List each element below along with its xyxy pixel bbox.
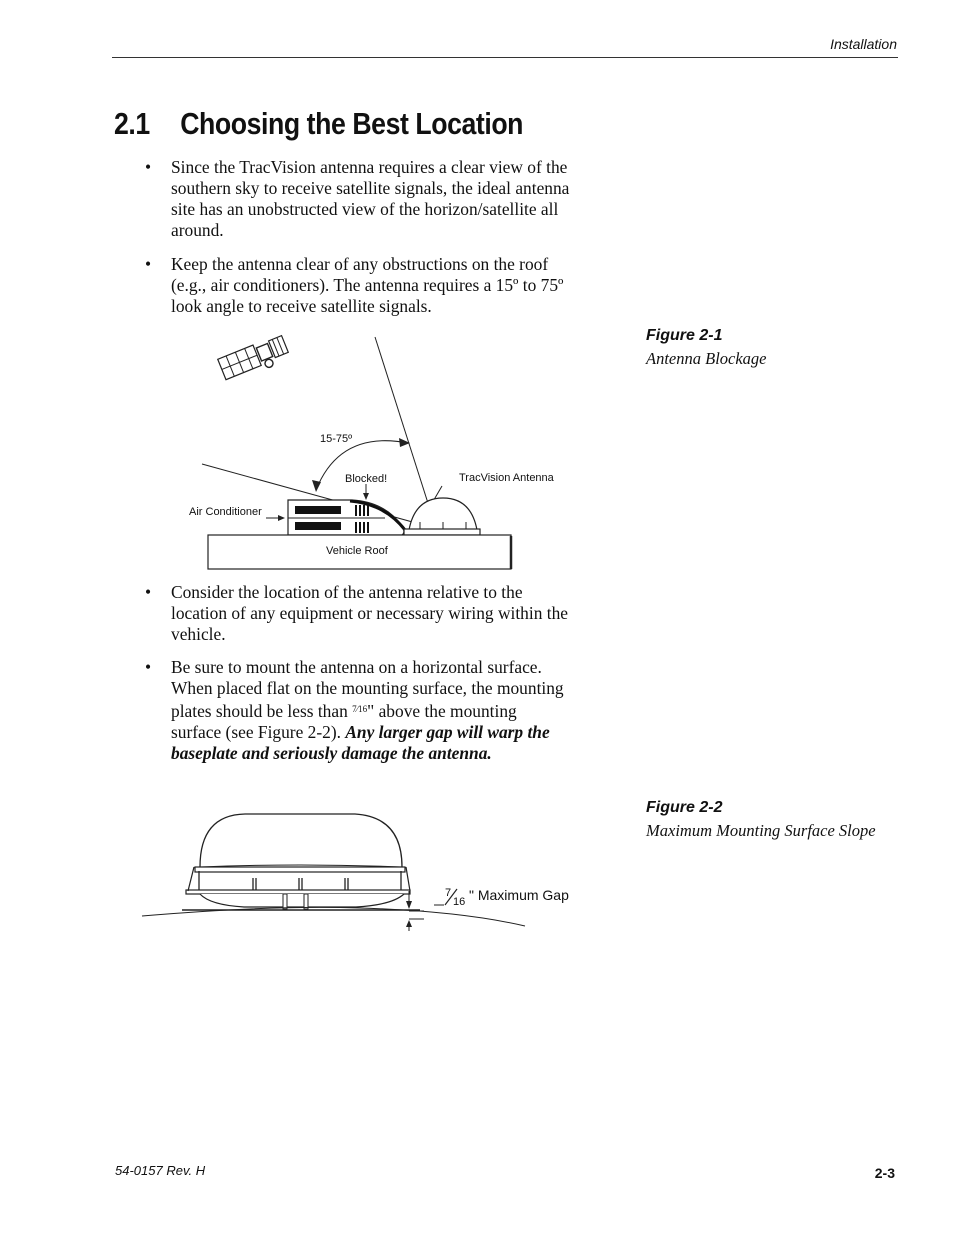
angle-label: 15-75º xyxy=(320,433,353,445)
bullet-item xyxy=(145,157,575,241)
air-conditioner-unit xyxy=(288,500,405,535)
warning-emphasis: Any larger gap will warp the baseplate and seriously damage the antenna. xyxy=(171,722,550,763)
header-rule xyxy=(112,57,898,58)
section-title-text: Choosing the Best Location xyxy=(180,106,524,141)
gap-fraction: 7⁄16 xyxy=(352,704,368,714)
bullet-text-start: Be sure to mount the antenna on a horizontal surface. When placed flat on the mounting surface, the mounting plates should be less than xyxy=(171,657,564,721)
bullet-text: Since the TracVision antenna requires a clear view of the southern sky to receive satellite signals, the ideal antenna site has an unobstructed view of the horizon/satellite all around. xyxy=(171,157,570,240)
bullet-dot: • xyxy=(145,582,152,602)
bullet-item xyxy=(145,254,575,317)
bullet-item xyxy=(145,582,575,645)
bullet-text xyxy=(171,657,571,764)
bullet-text-end: " above the mounting surface (see Figure 2-2). xyxy=(171,701,517,742)
mounting-slope-diagram xyxy=(140,805,580,935)
section-number: 2.1 xyxy=(114,106,150,141)
antenna-dome-side-view xyxy=(182,814,420,910)
bullet-item xyxy=(145,657,575,783)
figure-number: Figure 2-2 xyxy=(646,799,723,816)
header-section-label: Installation xyxy=(830,36,897,52)
gap-label: " Maximum Gap xyxy=(469,887,569,903)
bullet-dot: • xyxy=(145,157,152,177)
antenna-blockage-diagram xyxy=(180,330,580,575)
tracvision-antenna-dome xyxy=(404,498,480,535)
arrow-head xyxy=(399,438,410,447)
clear-signal-line xyxy=(375,337,434,522)
arrow-head xyxy=(312,480,321,492)
antenna-label: TracVision Antenna xyxy=(459,472,554,484)
page-header xyxy=(0,0,954,60)
satellite-icon xyxy=(218,334,291,385)
bullet-dot: • xyxy=(145,254,152,274)
bullet-dot: • xyxy=(145,657,152,677)
figure-number: Figure 2-1 xyxy=(646,327,723,344)
document-number: 54-0157 Rev. H xyxy=(115,1163,206,1178)
blocked-label: Blocked! xyxy=(345,473,388,485)
figure-caption: Antenna Blockage xyxy=(646,349,767,368)
vehicle-roof-label: Vehicle Roof xyxy=(326,545,388,557)
page-number: 2-3 xyxy=(874,1165,895,1181)
bullet-text: Consider the location of the antenna relative to the location of any equipment or necessary wiring within the vehicle. xyxy=(171,582,568,644)
section-heading xyxy=(114,106,523,142)
air-conditioner-label: Air Conditioner xyxy=(189,506,262,518)
gap-numerator: 7 xyxy=(445,887,452,899)
gap-denominator: 16 xyxy=(453,896,466,908)
bullet-text: Keep the antenna clear of any obstructions on the roof (e.g., air conditioners). The antenna requires a 15º to 75º look angle to receive satellite signals. xyxy=(171,254,564,316)
figure-caption: Maximum Mounting Surface Slope xyxy=(646,821,876,840)
